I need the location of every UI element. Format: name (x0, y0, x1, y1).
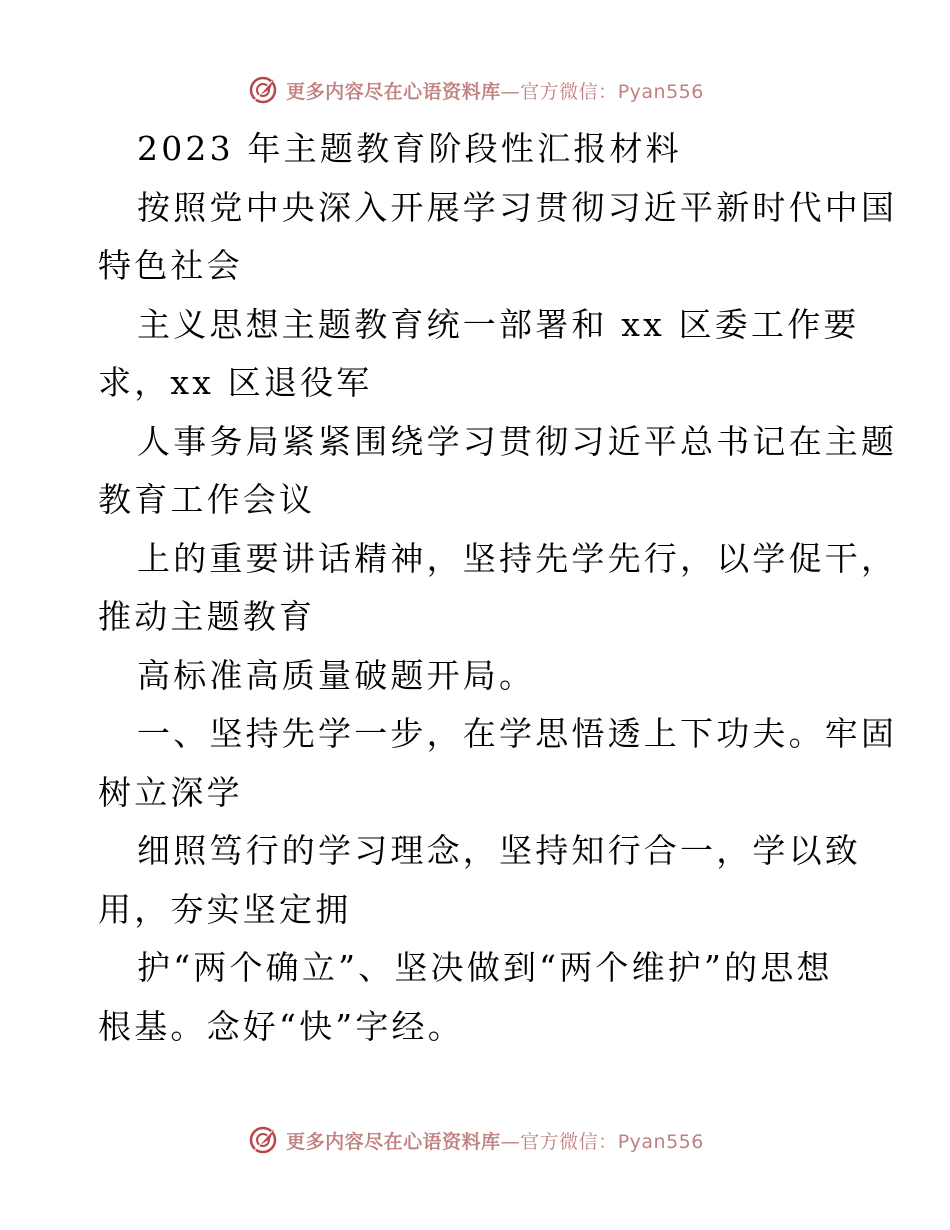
document-line: 2023 年主题教育阶段性汇报材料 (137, 129, 682, 168)
watermark-wechat-id: Pyan556 (617, 1130, 704, 1153)
document-line: 树立深学 (98, 772, 243, 812)
watermark-banner-bottom (0, 1120, 950, 1160)
watermark-separator: — (500, 1130, 521, 1153)
watermark-wechat-id: Pyan556 (617, 80, 704, 103)
watermark-text (286, 1127, 704, 1154)
document-line: 按照党中央深入开展学习贯彻习近平新时代中国 (137, 187, 898, 227)
watermark-main-text: 更多内容尽在心语资料库 (286, 1130, 501, 1153)
document-line: 教育工作会议 (98, 480, 316, 519)
document-line: 护“两个确立”、坚决做到“两个维护”的思想 (137, 948, 833, 987)
document-line: 推动主题教育 (98, 597, 316, 636)
document-line: 一、坚持先学一步，在学思悟透上下功夫。牢固 (137, 714, 898, 753)
document-line: 高标准高质量破题开局。 (137, 655, 536, 695)
watermark-text (286, 77, 704, 104)
watermark-wechat-label: 官方微信： (520, 1130, 618, 1153)
document-line: 上的重要讲话精神，坚持先学先行，以学促干， (137, 538, 898, 578)
document-line: 求，xx 区退役军 (98, 363, 373, 402)
document-line: 细照笃行的学习理念，坚持知行合一，学以致 (137, 831, 861, 870)
document-line: 特色社会 (98, 246, 243, 285)
quill-logo-icon (246, 73, 280, 107)
watermark-main-text: 更多内容尽在心语资料库 (286, 80, 501, 103)
document-line: 用，夯实坚定拥 (98, 889, 352, 929)
watermark-wechat-label: 官方微信： (520, 80, 618, 103)
document-line: 人事务局紧紧围绕学习贯彻习近平总书记在主题 (137, 421, 898, 461)
document-line: 根基。念好“快”字经。 (98, 1006, 464, 1046)
document-line: 主义思想主题教育统一部署和 xx 区委工作要 (137, 304, 860, 344)
document-body (98, 120, 898, 1056)
watermark-separator: — (500, 80, 521, 103)
quill-logo-icon (246, 1123, 280, 1157)
watermark-banner-top (0, 70, 950, 110)
